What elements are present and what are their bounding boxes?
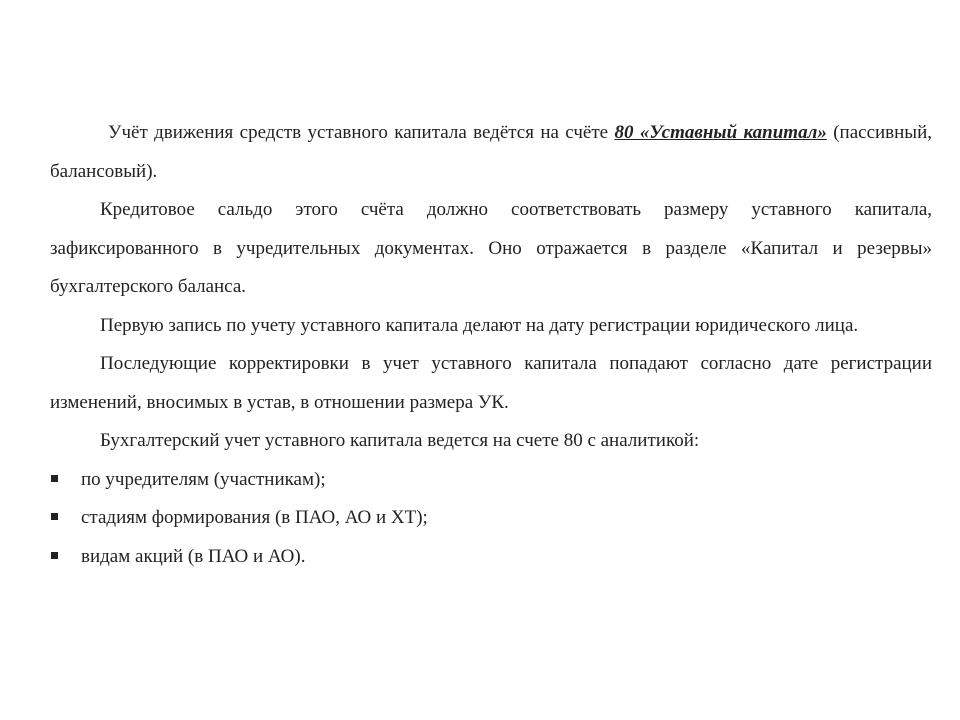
list-item-text: по учредителям (участникам); bbox=[81, 468, 326, 490]
square-bullet-icon bbox=[51, 475, 58, 482]
paragraph-credit-balance: Кредитовое сальдо этого счёта должно соответствовать размеру уставного капитала, зафиксированного в учредительных документах. Оно отражается в разделе «Капитал и резервы» бухгалтерского баланса. bbox=[50, 199, 932, 297]
list-item-text: стадиям формирования (в ПАО, АО и ХТ); bbox=[81, 507, 428, 528]
list-item bbox=[50, 499, 932, 538]
list-item bbox=[50, 461, 932, 500]
list-item bbox=[50, 538, 932, 577]
paragraph-adjustments: Последующие корректировки в учет уставного капитала попадают согласно дате регистрации изменений, вносимых в устав, в отношении размера УК. bbox=[50, 353, 932, 413]
account-80-reference: 80 «Уставный капитал» bbox=[614, 122, 827, 143]
paragraph-analytics-intro: Бухгалтерский учет уставного капитала ведется на счете 80 с аналитикой: bbox=[100, 430, 700, 451]
paragraph-account-80-text-before: Учёт движения средств уставного капитала ведётся на счёте bbox=[108, 122, 615, 143]
slide-body bbox=[50, 114, 932, 576]
square-bullet-icon bbox=[51, 552, 58, 559]
paragraph-first-entry: Первую запись по учету уставного капитала делают на дату регистрации юридического лица. bbox=[100, 314, 859, 336]
square-bullet-icon bbox=[51, 513, 58, 520]
paragraph-account-80-text-after: (пассивный, балансовый). bbox=[50, 122, 932, 182]
paragraph-account-80 bbox=[50, 114, 932, 191]
list-item-text: видам акций (в ПАО и АО). bbox=[81, 545, 306, 567]
analytics-bullet-list bbox=[50, 461, 932, 577]
